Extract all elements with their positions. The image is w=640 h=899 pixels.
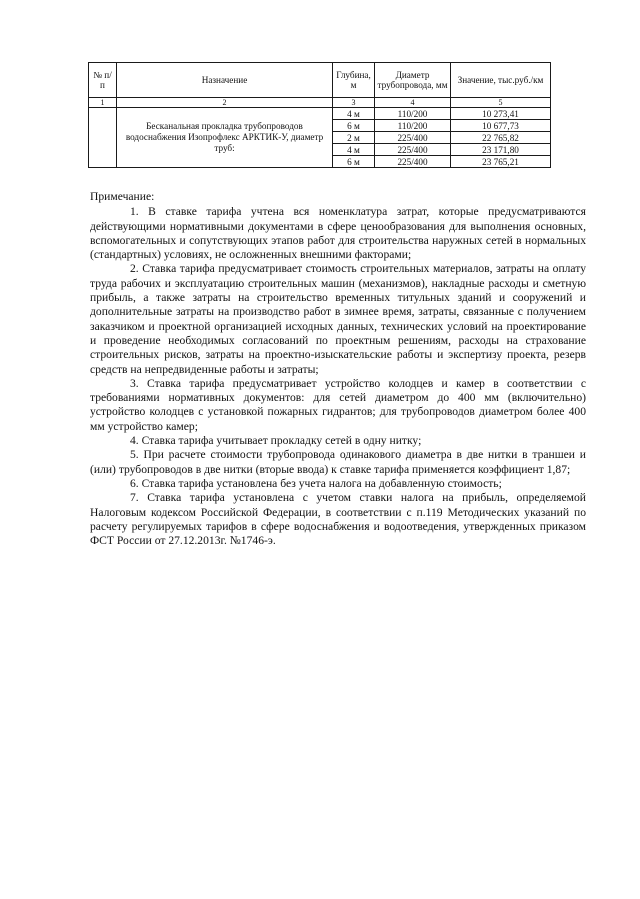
value-cell: 23 765,21 — [451, 156, 551, 168]
header-number: № п/п — [89, 63, 117, 98]
depth-cell: 2 м — [333, 132, 375, 144]
depth-cell: 4 м — [333, 108, 375, 120]
note-item: 1. В ставке тарифа учтена вся номенклатура затрат, которые предусматриваются действующими нормативными документами в сфере ценообразования для выполнения основных, вспомогательных и сопутствующих этапов работ для строительства наружных сетей в нормальных (стандартных) условиях, не осложненных внешними факторами; — [90, 205, 586, 262]
header-diameter: Диаметр трубопровода, мм — [375, 63, 451, 98]
notes-title: Примечание: — [90, 190, 155, 203]
column-number: 3 — [333, 98, 375, 108]
column-number: 1 — [89, 98, 117, 108]
note-item: 3. Ставка тарифа предусматривает устройство колодцев и камер в соответствии с требованиями нормативных документов: для сетей диаметром до 400 мм (включительно) устройство колодцев с установкой пожарных гидрантов; для трубопроводов диаметром более 400 мм устройство камер; — [90, 376, 586, 433]
table-header-row — [89, 63, 551, 98]
note-item: 4. Ставка тарифа учитывает прокладку сетей в одну нитку; — [130, 434, 422, 448]
header-depth: Глубина, м — [333, 63, 375, 98]
column-number: 2 — [117, 98, 333, 108]
value-cell: 22 765,82 — [451, 132, 551, 144]
note-item: 7. Ставка тарифа установлена с учетом ставки налога на прибыль, определяемой Налоговым кодексом Российской Федерации, в соответствии с п.119 Методических указаний по расчету регулируемых тарифов в сфере водоснабжения и водоотведения, утвержденных приказом ФСТ России от 27.12.2013г. №1746-э. — [90, 491, 586, 548]
row-description: Бесканальная прокладка трубопроводов водоснабжения Изопрофлекс АРКТИК-У, диаметр труб: — [117, 108, 333, 168]
row-number-cell — [89, 108, 117, 168]
value-cell: 10 677,73 — [451, 120, 551, 132]
tariff-table — [88, 62, 551, 168]
diameter-cell: 110/200 — [375, 120, 451, 132]
table-row — [89, 108, 551, 120]
depth-cell: 6 м — [333, 156, 375, 168]
note-item: 2. Ставка тарифа предусматривает стоимость строительных материалов, затраты на оплату труда рабочих и эксплуатацию строительных машин (механизмов), накладные расходы и сметную прибыль, а также затраты на строительство временных титульных зданий и сооружений и дополнительные затраты на производство работ в зимнее время, затраты, связанные с получением заказчиком и проектной организацией исходных данных, технических условий на проектирование и проведение необходимых согласований по проектным решениям, расходы на страхование строительных рисков, затраты на проектно-изыскательские работы и экспертизу проекта, резерв средств на непредвиденные работы и затраты; — [90, 262, 586, 376]
value-cell: 23 171,80 — [451, 144, 551, 156]
diameter-cell: 225/400 — [375, 156, 451, 168]
column-number-row — [89, 98, 551, 108]
depth-cell: 6 м — [333, 120, 375, 132]
notes-section — [90, 190, 586, 548]
column-number: 4 — [375, 98, 451, 108]
header-purpose: Назначение — [117, 63, 333, 98]
column-number: 5 — [451, 98, 551, 108]
value-cell: 10 273,41 — [451, 108, 551, 120]
depth-cell: 4 м — [333, 144, 375, 156]
diameter-cell: 110/200 — [375, 108, 451, 120]
diameter-cell: 225/400 — [375, 132, 451, 144]
header-value: Значение, тыс.руб./км — [451, 63, 551, 98]
note-item: 5. При расчете стоимости трубопровода одинакового диаметра в две нитки в траншеи и (или) трубопроводов в две нитки (вторые ввода) к ставке тарифа применяется коэффициент 1,87; — [90, 448, 586, 476]
note-item: 6. Ставка тарифа установлена без учета налога на добавленную стоимость; — [130, 476, 502, 490]
diameter-cell: 225/400 — [375, 144, 451, 156]
